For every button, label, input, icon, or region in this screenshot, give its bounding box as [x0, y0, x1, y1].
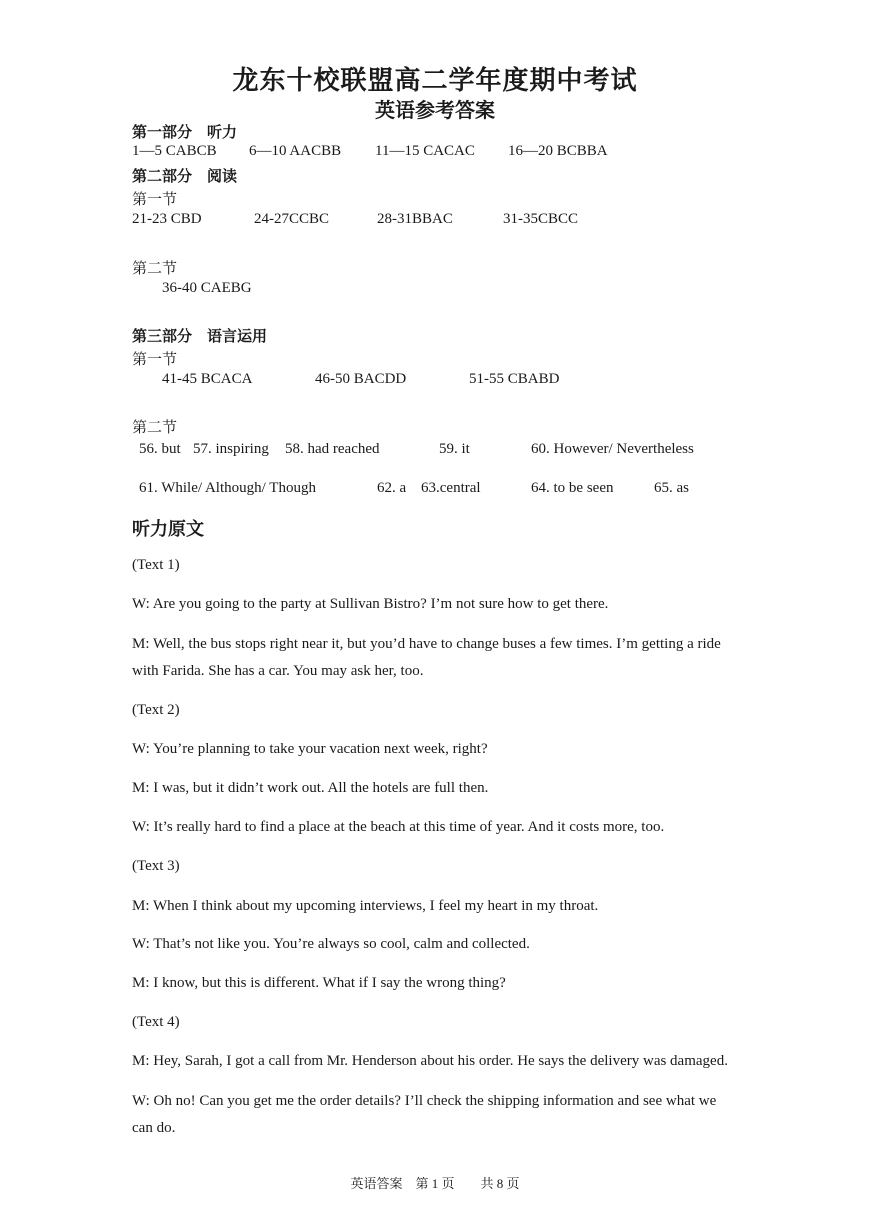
part2-section1-label: 第一节: [132, 192, 178, 208]
transcript-line: can do.: [132, 1120, 176, 1136]
part3-section2-answer: 57. inspiring: [193, 441, 269, 457]
part1-answer: 16—20 BCBBA: [508, 143, 608, 159]
transcript-heading: 听力原文: [132, 519, 204, 539]
transcript-line: M: Hey, Sarah, I got a call from Mr. Henderson about his order. He says the delivery was damaged.: [132, 1053, 728, 1069]
part3-section2-answer: 62. a: [377, 480, 407, 496]
part2-section1-answer: 24-27CCBC: [254, 211, 330, 227]
part3-section2-answer: 58. had reached: [285, 441, 380, 457]
part1-answer: 6—10 AACBB: [249, 143, 342, 159]
part1-heading: 第一部分 听力: [132, 125, 238, 141]
part3-section2-answer: 60. However/ Nevertheless: [531, 441, 694, 457]
part2-section1-answer: 31-35CBCC: [503, 211, 579, 227]
part3-section2-answer: 61. While/ Although/ Though: [139, 480, 316, 496]
part3-section2-answer: 59. it: [439, 441, 470, 457]
answer-key-subtitle: 英语参考答案: [375, 100, 495, 122]
part1-answer: 1—5 CABCB: [132, 143, 217, 159]
part2-heading: 第二部分 阅读: [132, 169, 238, 185]
part3-section1-answer: 51-55 CBABD: [469, 371, 560, 387]
part3-section1-label: 第一节: [132, 352, 178, 368]
part3-section2-answer: 64. to be seen: [531, 480, 614, 496]
part2-section1-answer: 28-31BBAC: [377, 211, 453, 227]
transcript-line: (Text 3): [132, 858, 180, 874]
part2-section2-label: 第二节: [132, 261, 178, 277]
part3-section2-answer: 63.central: [421, 480, 481, 496]
part2-section2-answer: 36-40 CAEBG: [162, 280, 252, 296]
part3-section1-answer: 46-50 BACDD: [315, 371, 407, 387]
transcript-line: W: Are you going to the party at Sullivan Bistro? I’m not sure how to get there.: [132, 596, 609, 612]
transcript-line: W: That’s not like you. You’re always so cool, calm and collected.: [132, 936, 530, 952]
part3-section2-answer: 56. but: [139, 441, 181, 457]
transcript-line: M: I was, but it didn’t work out. All the hotels are full then.: [132, 780, 489, 796]
transcript-line: M: I know, but this is different. What if I say the wrong thing?: [132, 975, 506, 991]
page-footer: 英语答案 第 1 页 共 8 页: [350, 1176, 520, 1191]
transcript-line: (Text 4): [132, 1014, 180, 1030]
part3-section2-label: 第二节: [132, 420, 178, 436]
transcript-line: M: Well, the bus stops right near it, but you’d have to change buses a few times. I’m getting a ride: [132, 636, 721, 652]
part3-section2-answer: 65. as: [654, 480, 689, 496]
part3-section1-answer: 41-45 BCACA: [162, 371, 253, 387]
exam-title: 龙东十校联盟高二学年度期中考试: [232, 66, 638, 95]
transcript-line: W: Oh no! Can you get me the order details? I’ll check the shipping information and see what we: [132, 1093, 717, 1109]
part3-heading: 第三部分 语言运用: [132, 329, 268, 345]
transcript-line: M: When I think about my upcoming interviews, I feel my heart in my throat.: [132, 898, 599, 914]
transcript-line: W: You’re planning to take your vacation next week, right?: [132, 741, 488, 757]
transcript-line: (Text 2): [132, 702, 180, 718]
part1-answer: 11—15 CACAC: [375, 143, 475, 159]
transcript-line: (Text 1): [132, 557, 180, 573]
part2-section1-answer: 21-23 CBD: [132, 211, 202, 227]
transcript-line: W: It’s really hard to find a place at the beach at this time of year. And it costs more, too.: [132, 819, 665, 835]
transcript-line: with Farida. She has a car. You may ask her, too.: [132, 663, 424, 679]
